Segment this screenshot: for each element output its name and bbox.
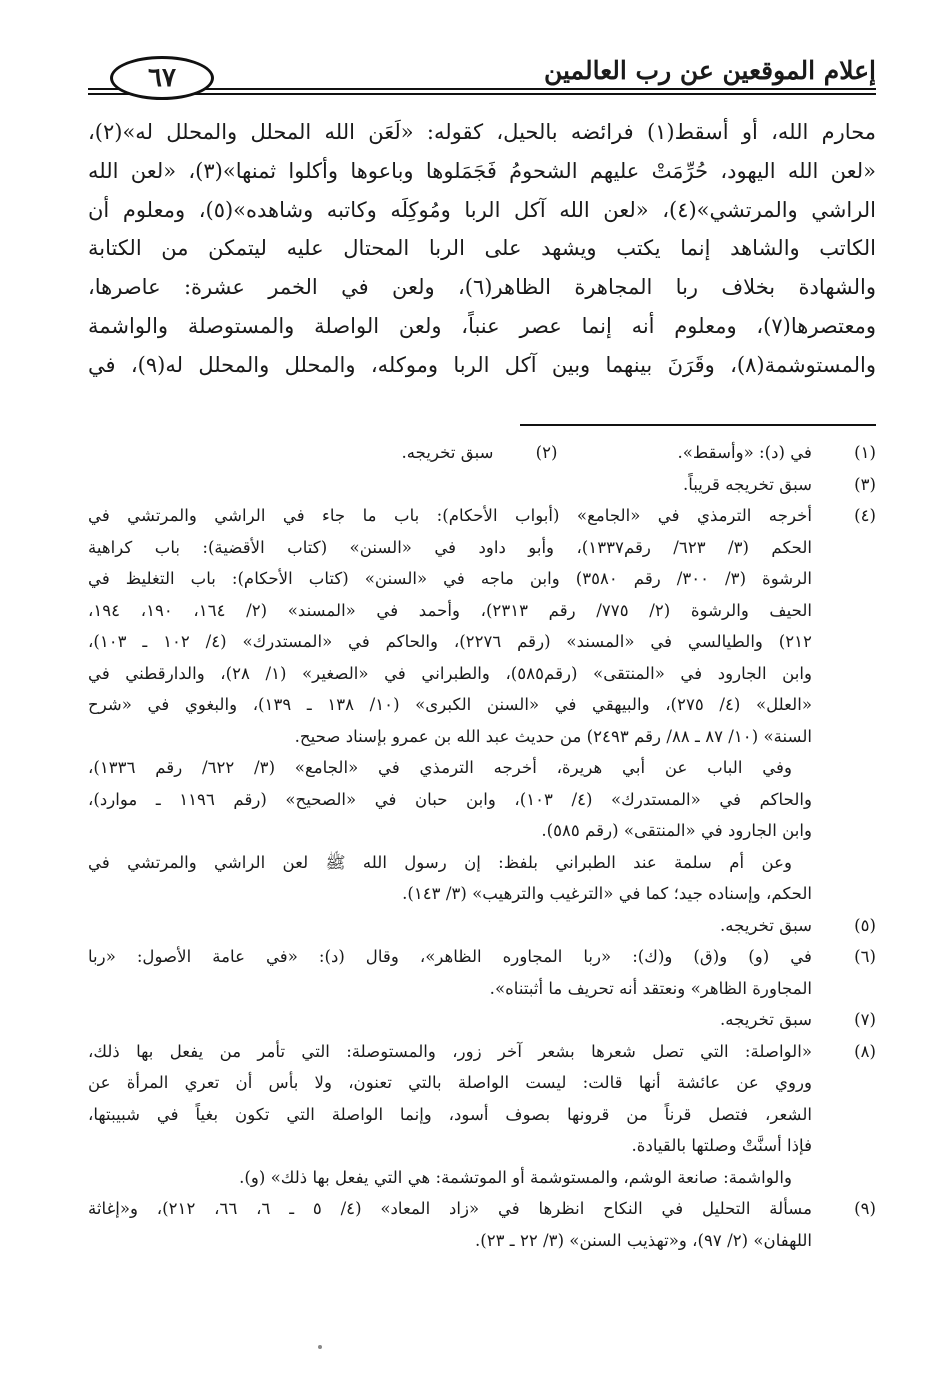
footnote-number: (٩) bbox=[854, 1199, 876, 1218]
footnote-line: وروي عن عائشة أنها قالت: ليست الواصلة بالتي تعنون، ولا بأس أن تعري المرأة عن bbox=[88, 1073, 812, 1092]
footnote-line: وابن الجارود في «المنتقى» (رقم ٥٨٥). bbox=[541, 821, 812, 840]
footnote-6 bbox=[88, 941, 876, 1004]
footnote-separator bbox=[520, 424, 876, 426]
footnote-line: المجاورة الظاهر» ونعتقد أنه تحريف ما أثبتناه». bbox=[489, 978, 812, 998]
footnote-text: سبق تخريجه قريباً. bbox=[682, 474, 812, 494]
footnote-7 bbox=[88, 1004, 876, 1036]
footnote-text: سبق تخريجه. bbox=[719, 915, 812, 935]
footnote-text: سبق تخريجه. bbox=[401, 443, 494, 462]
footnote-line: الرشوة (٣/ ٣٠٠/ رقم ٣٥٨٠) وابن ماجه في «السنن» (كتاب الأحكام): باب التغليظ في bbox=[88, 569, 812, 588]
footnote-number: (٨) bbox=[854, 1041, 876, 1061]
footnote-4 bbox=[88, 500, 876, 910]
footnote-2 bbox=[401, 437, 557, 469]
main-text-line: «لعن الله اليهود، حُرِّمَتْ عليهم الشحومُ فَجَمَلوها وباعوها وأكلوا ثمنها»(٣)، «لعن الله bbox=[88, 158, 876, 183]
main-text-line: والمستوشمة(٨)، وقَرَنَ بينهما وبين آكل الربا وموكله، والمحلل والمحلل له(٩)، في bbox=[88, 352, 876, 377]
main-text-line: الراشي والمرتشي»(٤)، «لعن الله آكل الربا ومُوكِلَه وكاتبه وشاهده»(٥)، ومعلوم أن bbox=[88, 197, 876, 222]
running-header bbox=[88, 48, 876, 108]
footnote-line: الشعر، فتصل قرناً من قرونها بصوف أسود، وإنما الواصلة التي تكون بغياً في شبيبتها، bbox=[88, 1104, 812, 1124]
footnotes bbox=[88, 437, 876, 1256]
footnote-row bbox=[88, 437, 876, 469]
footnote-line: «العلل» (٤/ ٢٧٥)، والبيهقي في «السنن الكبرى» (١٠/ ١٣٨ ـ ١٣٩)، والبغوي في «شرح bbox=[88, 695, 812, 714]
footnote-line: أخرجه الترمذي في «الجامع» (أبواب الأحكام): باب ما جاء في الراشي والمرتشي في bbox=[88, 506, 812, 525]
footnote-number: (٥) bbox=[854, 915, 876, 935]
footnote-5 bbox=[88, 910, 876, 942]
footnote-line: ٢١٢) والطيالسي في «المسند» (رقم ٢٢٧٦)، والحاكم في «المستدرك» (٤/ ١٠٢ ـ ١٠٣)، bbox=[88, 632, 812, 651]
footnote-number: (٧) bbox=[854, 1010, 876, 1029]
footnote-number: (٢) bbox=[535, 443, 558, 462]
footnote-8 bbox=[88, 1036, 876, 1194]
main-text-line: ومعتصرها(٧)، ومعلوم أنه إنما عصر عنباً، ولعن الواصلة والمستوصلة والواشمة bbox=[88, 313, 876, 338]
main-text-line: الكاتب والشاهد إنما يكتب ويشهد على الربا المحتال عليه ليتمكن من الكتابة bbox=[88, 236, 876, 261]
footnote-line: الحكم، وإسناده جيد؛ كما في «الترغيب والترهيب» (٣/ ١٤٣). bbox=[402, 884, 812, 903]
main-text-line: محارم الله، أو أسقط(١) فرائضه بالحيل، كقوله: «لَعَن الله المحلل والمحلل له»(٢)، bbox=[88, 120, 876, 144]
footnote-line: في (و) و(ق) و(ك): «ربا المجاوره الظاهر»، وقال (د): «في عامة الأصول: «ربا bbox=[88, 947, 812, 966]
footnote-line: وابن الجارود في «المنتقى» (رقم٥٨٥)، والطبراني في «الصغير» (١/ ٢٨)، والدارقطني في bbox=[88, 663, 812, 683]
footnote-line: الحكم (٣/ ٦٢٣/ رقم١٣٣٧)، وأبو داود في «السنن» (كتاب الأقضية): باب كراهية bbox=[88, 537, 812, 557]
main-text bbox=[88, 113, 876, 385]
footnote-line: والواشمة: صانعة الوشم، والمستوشمة أو الموتشمة: هي التي يفعل بها ذلك» (و). bbox=[239, 1167, 792, 1187]
footnote-1 bbox=[678, 437, 877, 469]
footnote-line: الحيف والرشوة (٢/ ٧٧٥/ رقم ٢٣١٣)، وأحمد في «المسند» (٢/ ١٦٤، ١٩٠، ١٩٤، bbox=[88, 600, 812, 620]
footnote-line: اللهفان» (٢/ ٩٧)، و«تهذيب السنن» (٣/ ٢٢ ـ ٢٣). bbox=[474, 1230, 812, 1250]
footnote-line: وفي الباب عن أبي هريرة، أخرجه الترمذي في «الجامع» (٣/ ٦٢٢/ رقم ١٣٣٦)، bbox=[88, 758, 792, 777]
footnote-line: السنة» (١٠/ ٨٧ ـ ٨٨/ رقم ٢٤٩٣) من حديث عبد الله بن عمرو بإسناد صحيح. bbox=[294, 726, 812, 746]
header-rule-bottom bbox=[88, 93, 876, 95]
footnote-number: (١) bbox=[854, 443, 876, 462]
footnote-line: «الواصلة: التي تصل شعرها بشعر آخر زور، والمستوصلة: التي تأمر من يفعل بها ذلك، bbox=[88, 1041, 812, 1061]
footnote-number: (٦) bbox=[854, 947, 876, 966]
footnote-text: في (د): «وأسقط». bbox=[677, 443, 812, 462]
page-number: ٦٧ bbox=[110, 56, 214, 100]
scan-speck bbox=[318, 1345, 322, 1349]
footnote-9 bbox=[88, 1193, 876, 1256]
book-title: إعلام الموقعين عن رب العالمين bbox=[543, 56, 876, 85]
footnote-line: فإذا أسنَّتْ وصلتها بالقيادة. bbox=[631, 1136, 812, 1155]
footnote-line: مسألة التحليل في النكاح انظرها في «زاد المعاد» (٤/ ٥ ـ ٦، ٦٦، ٢١٢)، و«إغاثة bbox=[88, 1199, 812, 1218]
footnote-3 bbox=[88, 469, 876, 501]
footnote-text: سبق تخريجه. bbox=[719, 1010, 812, 1029]
footnote-line: والحاكم في «المستدرك» (٤/ ١٠٣)، وابن حبان في «الصحيح» (رقم ١١٩٦ ـ موارد)، bbox=[88, 789, 812, 809]
main-text-line: والشهادة بخلاف ربا المجاهرة الظاهر(٦)، ولعن في الخمر عشرة: عاصرها، bbox=[88, 275, 876, 300]
footnote-number: (٣) bbox=[854, 474, 876, 494]
footnote-number: (٤) bbox=[854, 506, 876, 525]
footnote-line: وعن أم سلمة عند الطبراني بلفظ: إن رسول الله ﷺ لعن الراشي والمرتشي في bbox=[88, 852, 792, 872]
